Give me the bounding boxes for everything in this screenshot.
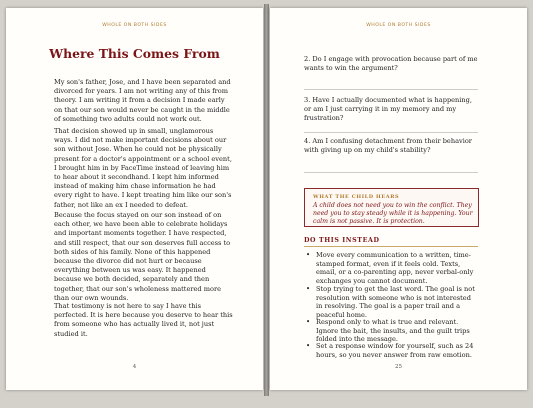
reflection-question: 4. Am I confusing detachment from their behavior with giving up on my child's stability? — [304, 137, 472, 155]
running-head: WHOLE ON BOTH SIDES — [102, 23, 167, 28]
bullet-icon: • — [306, 251, 311, 259]
answer-line — [304, 132, 478, 133]
list-item-text: Stop trying to get the last word. The goal is not resolution with someone who is not interested in resolving. The goal is a paper trail and a peaceful home. — [316, 285, 475, 319]
right-page — [270, 8, 527, 390]
list-item-text: Respond only to what is true and relevant. Ignore the bait, the insults, and the guilt trips folded into the message. — [316, 318, 470, 344]
book-spine — [264, 4, 269, 396]
page-number: 25 — [395, 364, 402, 370]
body-paragraph: That testimony is not here to say I have this perfected. It is here because you deserve to hear this from someone who has actually lived it, not just studied it. — [54, 302, 233, 338]
list-item — [306, 251, 478, 285]
running-head: WHOLE ON BOTH SIDES — [366, 23, 431, 28]
answer-line — [304, 172, 478, 173]
callout-body: A child does not need you to win the conflict. They need you to stay steady while it is happening. Your calm is not passive. It is protection. — [313, 202, 473, 225]
bullet-icon: • — [306, 285, 311, 293]
bullet-icon: • — [306, 318, 311, 326]
page-number: 4 — [132, 364, 137, 370]
list-item-text: Set a response window for yourself, such as 24 hours, so you never answer from raw emotion. — [316, 342, 474, 359]
section-heading: DO THIS INSTEAD — [304, 237, 380, 244]
section-divider — [304, 246, 478, 247]
body-paragraph: Because the focus stayed on our son instead of on each other, we have been able to celebrate holidays and important moments together. I have respected, and still respect, that our son deserves full access to both sides of his family. None of this happened because the divorce did not hurt or because everything between us was easy. It happened because we both decided, separately and then together, that our son's wholeness mattered more than our own wounds. — [54, 211, 231, 302]
reflection-question: 3. Have I actually documented what is happening, or am I just carrying it in my memory and my frustration? — [304, 96, 472, 123]
answer-line — [304, 89, 478, 90]
list-item — [306, 285, 478, 319]
bullet-icon: • — [306, 342, 311, 350]
list-item — [306, 318, 478, 344]
callout-box — [304, 188, 479, 227]
callout-heading: WHAT THE CHILD HEARS — [313, 194, 400, 200]
body-paragraph: My son's father, Jose, and I have been separated and divorced for years. I am not writing any of this from theory. I am writing it from a decision I made early on that our son would never be caught in the middle of something two adults could not work out. — [54, 78, 231, 123]
list-item-text: Move every communication to a written, time-stamped format, even if it feels cold. Texts, email, or a co-parenting app, never verbal-only exchanges you cannot document. — [316, 251, 474, 285]
chapter-title: Where This Comes From — [49, 46, 220, 61]
body-paragraph: That decision showed up in small, unglamorous ways. I did not make important decisions about our son without Jose. When he could not be physically present for a doctor's appointment or a school event, I brought him in by FaceTime instead of leaving him to hear about it secondhand. I kept him informed instead of making him chase information he had every right to have. I kept treating him like our son's father, not like an ex I needed to defeat. — [54, 127, 232, 209]
reflection-question: 2. Do I engage with provocation because part of me wants to win the argument? — [304, 55, 478, 73]
list-item — [306, 342, 478, 359]
left-page — [6, 8, 263, 390]
